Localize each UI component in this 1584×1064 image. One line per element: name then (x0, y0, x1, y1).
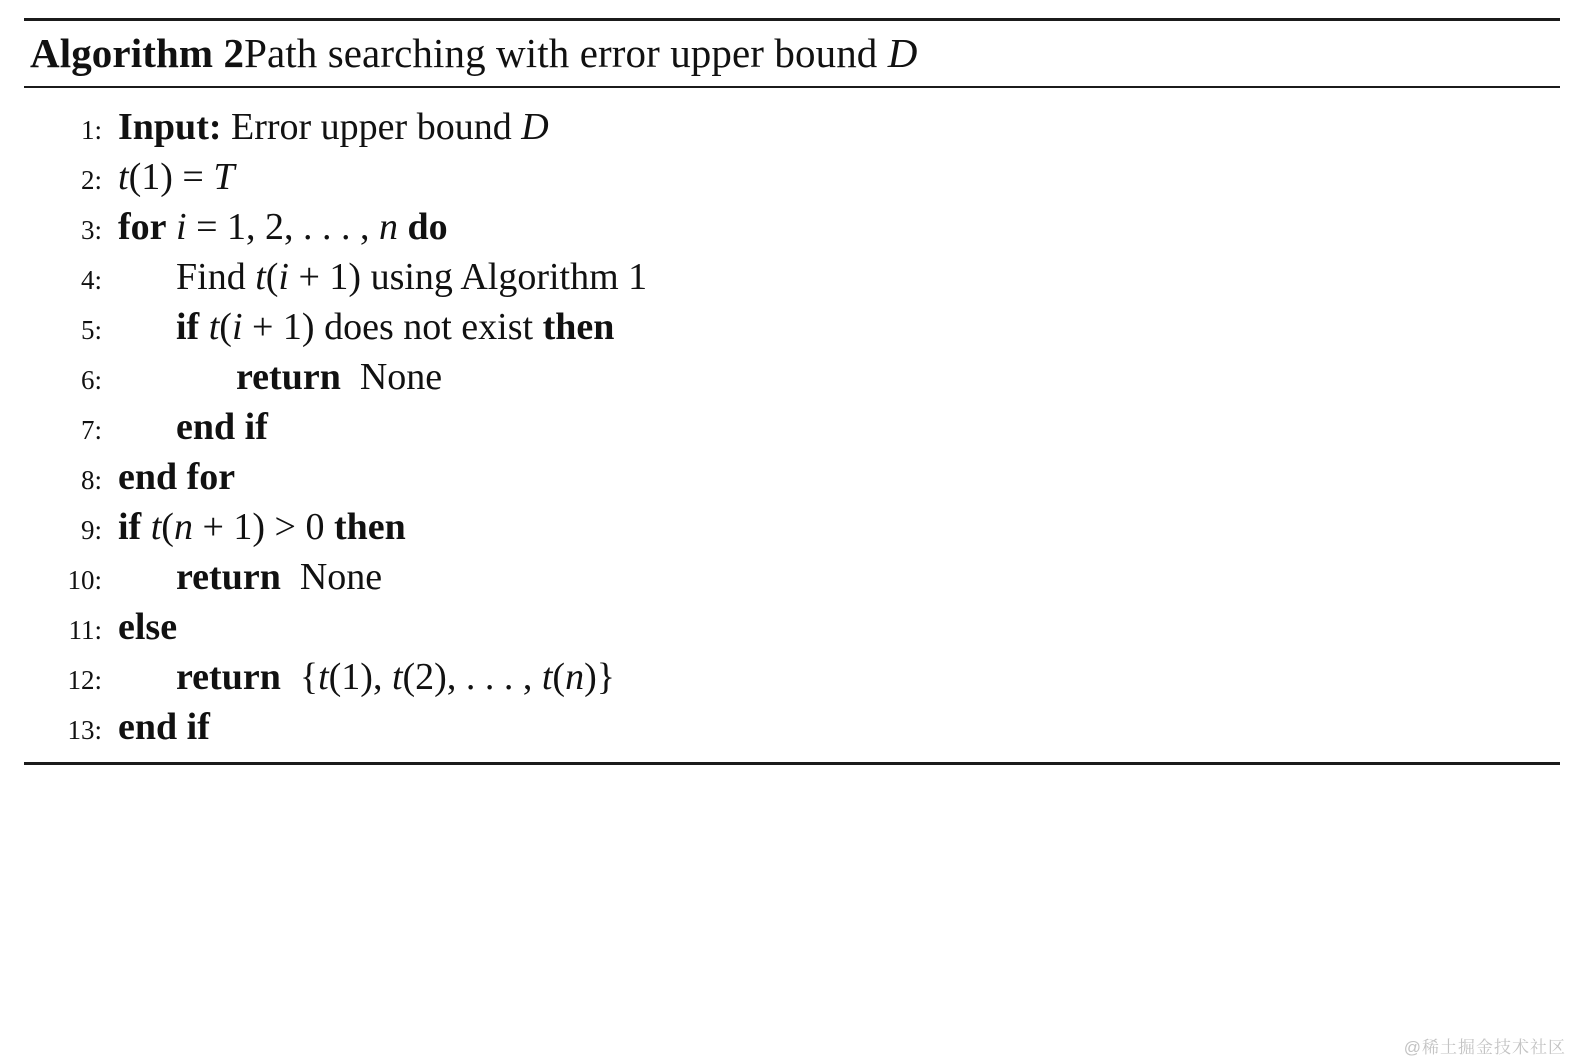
line-content: return {t(1), t(2), . . . , t(n)} (176, 656, 615, 698)
line-number: 4: (80, 265, 102, 295)
line-content: else (118, 606, 178, 648)
algorithm-line (24, 702, 1560, 752)
line-content: return None (176, 556, 383, 598)
line-content: Find t(i + 1) using Algorithm 1 (176, 256, 648, 298)
algorithm-line (24, 152, 1560, 202)
line-content: end if (118, 706, 210, 748)
line-content: end if (176, 406, 268, 448)
line-number: 2: (80, 165, 102, 195)
line-number: 11: (68, 615, 102, 645)
algorithm-line (24, 602, 1560, 652)
watermark: @稀土掘金技术社区 (1403, 1038, 1566, 1057)
algorithm-line (24, 552, 1560, 602)
algorithm-line (24, 652, 1560, 702)
algorithm-line (24, 102, 1560, 152)
algorithm-title-label: Algorithm 2 (30, 30, 245, 76)
line-number: 12: (67, 665, 102, 695)
line-number: 1: (80, 115, 102, 145)
line-content: for i = 1, 2, . . . , n do (118, 206, 448, 248)
line-content: end for (118, 456, 236, 498)
algorithm-block (24, 18, 1560, 765)
line-content: if t(i + 1) does not exist then (176, 306, 615, 348)
line-number: 5: (80, 315, 102, 345)
algorithm-title-text: Path searching with error upper bound (244, 30, 888, 76)
line-number: 6: (80, 365, 102, 395)
algorithm-line (24, 402, 1560, 452)
algorithm-line (24, 302, 1560, 352)
algorithm-line (24, 202, 1560, 252)
line-content: return None (236, 356, 443, 398)
line-content: t(1) = T (118, 156, 235, 198)
algorithm-title-symbol: D (887, 30, 918, 76)
line-number: 3: (80, 215, 102, 245)
line-number: 9: (80, 515, 102, 545)
algorithm-line (24, 352, 1560, 402)
line-number: 7: (80, 415, 102, 445)
algorithm-line (24, 252, 1560, 302)
algorithm-line (24, 452, 1560, 502)
line-content: Input: Error upper bound D (118, 106, 549, 148)
algorithm-line (24, 502, 1560, 552)
rule-bottom (24, 762, 1560, 765)
line-content: if t(n + 1) > 0 then (118, 506, 406, 548)
algorithm-lines (24, 88, 1560, 762)
line-number: 10: (67, 565, 102, 595)
line-number: 8: (80, 465, 102, 495)
algorithm-title (24, 21, 1560, 86)
line-number: 13: (67, 715, 102, 745)
